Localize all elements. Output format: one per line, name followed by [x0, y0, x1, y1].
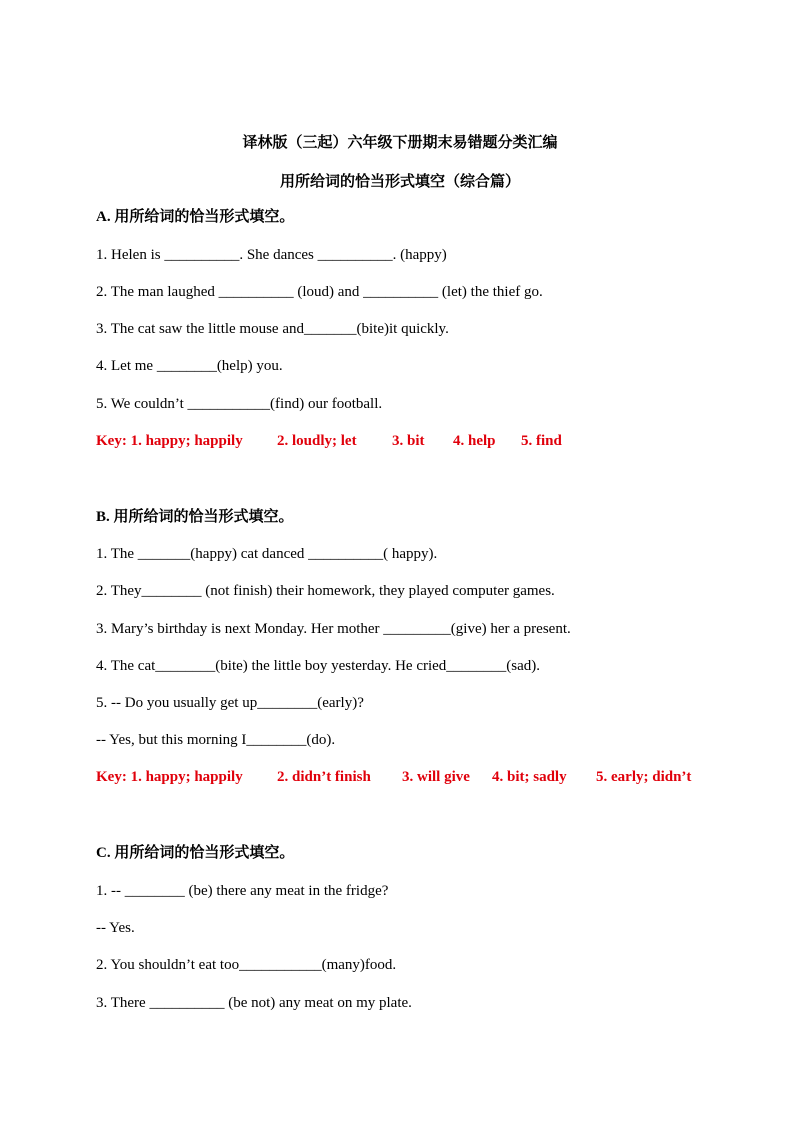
section-a-question-2: 2. The man laughed __________ (loud) and __________ (let) the thief go.	[96, 284, 543, 300]
section-b-question-5-reply: -- Yes, but this morning I________(do).	[96, 732, 336, 748]
answer-key-item: 4. help	[453, 433, 496, 449]
section-b-question-3: 3. Mary’s birthday is next Monday. Her mother _________(give) her a present.	[96, 621, 571, 637]
section-c-question-1-reply: -- Yes.	[96, 920, 135, 936]
answer-key-item: 3. will give	[402, 769, 470, 785]
section-a-heading: A. 用所给词的恰当形式填空。	[96, 209, 295, 225]
section-c-question-1: 1. -- ________ (be) there any meat in the fridge?	[96, 883, 389, 899]
answer-key-item: 5. find	[521, 433, 562, 449]
answer-key-item: 5. early; didn’t	[596, 769, 692, 785]
section-b-question-5: 5. -- Do you usually get up________(early)?	[96, 695, 364, 711]
answer-key-item: 3. bit	[392, 433, 425, 449]
section-b-question-4: 4. The cat________(bite) the little boy yesterday. He cried________(sad).	[96, 658, 541, 674]
section-c-heading: C. 用所给词的恰当形式填空。	[96, 845, 295, 861]
document-subtitle: 用所给词的恰当形式填空（综合篇）	[279, 174, 520, 190]
section-a-question-4: 4. Let me ________(help) you.	[96, 358, 283, 374]
answer-key-item: Key: 1. happy; happily	[96, 433, 243, 449]
section-b-heading: B. 用所给词的恰当形式填空。	[96, 509, 294, 525]
section-c-question-3: 3. There __________ (be not) any meat on my plate.	[96, 995, 412, 1011]
section-c-question-2: 2. You shouldn’t eat too___________(many)food.	[96, 957, 397, 973]
section-a-question-1: 1. Helen is __________. She dances __________. (happy)	[96, 247, 447, 263]
section-b-question-1: 1. The _______(happy) cat danced __________( happy).	[96, 546, 438, 562]
answer-key-item: 2. loudly; let	[277, 433, 357, 449]
section-a-question-3: 3. The cat saw the little mouse and_______(bite)it quickly.	[96, 321, 449, 337]
section-a-question-5: 5. We couldn’t ___________(find) our football.	[96, 396, 383, 412]
answer-key-item: 2. didn’t finish	[277, 769, 371, 785]
section-b-question-2: 2. They________ (not finish) their homework, they played computer games.	[96, 583, 555, 599]
document-title: 译林版（三起）六年级下册期末易错题分类汇编	[242, 135, 558, 151]
answer-key-item: 4. bit; sadly	[492, 769, 567, 785]
answer-key-item: Key: 1. happy; happily	[96, 769, 243, 785]
